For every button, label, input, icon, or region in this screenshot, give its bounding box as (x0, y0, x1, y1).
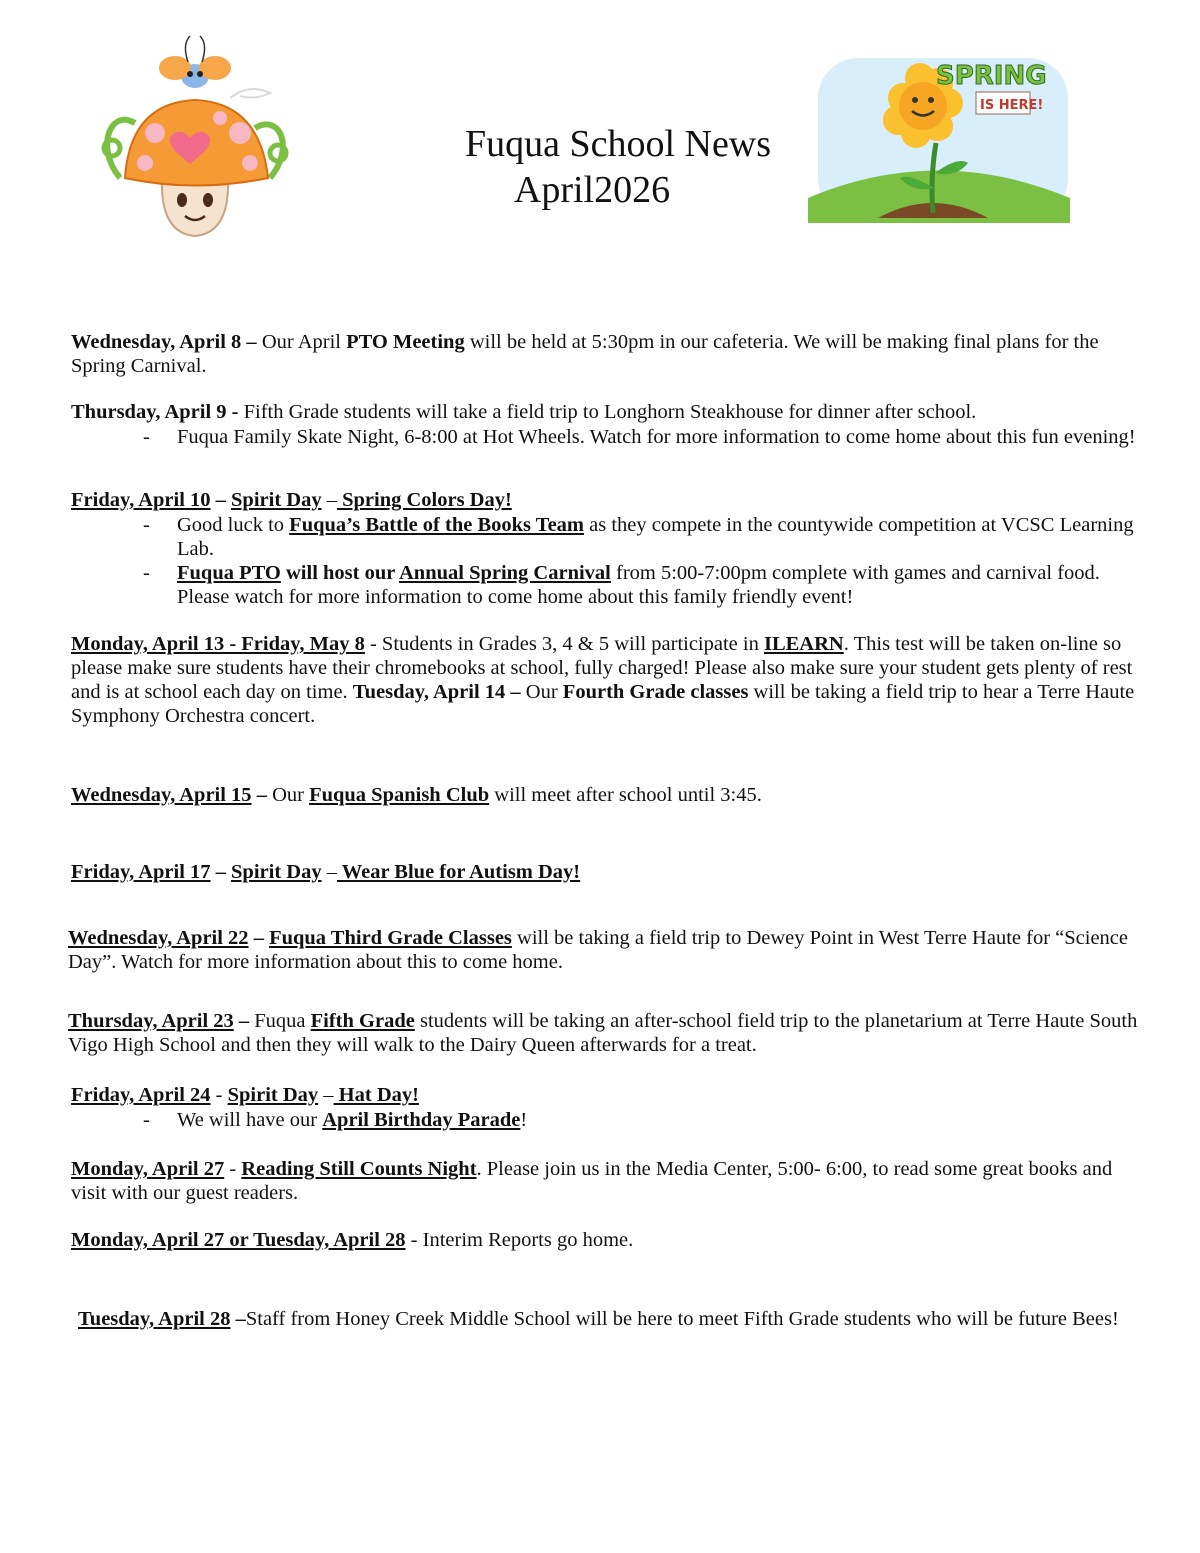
newsletter-title: Fuqua School News (464, 123, 772, 165)
entry-date: Monday, April 13 - Friday, May 8 (71, 633, 365, 655)
bullet-dash: - (143, 1109, 150, 1131)
entry-date: Wednesday, April 22 (68, 927, 249, 949)
bullet-dash: - (143, 514, 150, 536)
bullet-dash: - (143, 562, 150, 584)
bullet-battle-of-books: Good luck to Fuqua’s Battle of the Books Team as they compete in the countywide competition at VCSC Learning Lab. (177, 514, 1134, 560)
entry-april-27: Monday, April 27 - Reading Still Counts Night. Please join us in the Media Center, 5:00- 6:00, to read some great books and visit with our guest readers. (71, 1158, 1113, 1204)
spring-art-subtext: IS HERE! (980, 98, 1044, 113)
entry-ilearn: Monday, April 13 - Friday, May 8 - Students in Grades 3, 4 & 5 will participate in ILEARN. This test will be taken on-line so please make sure students have their chromebooks at school, fully charged! Please also make sure your student gets plenty of rest and is at school each day on time. Tuesday, April 14 – Our Fourth Grade classes will be taking a field trip to hear a Terre Haute Symphony Orchestra concert. (71, 633, 1135, 727)
entry-april-17: Friday, April 17 – Spirit Day – Wear Blue for Autism Day! (71, 861, 581, 883)
entry-april-8: Wednesday, April 8 – Our April PTO Meeting will be held at 5:30pm in our cafeteria. We will be making final plans for the Spring Carnival. (71, 331, 1099, 377)
bullet-birthday-parade: We will have our April Birthday Parade! (177, 1109, 528, 1131)
entry-april-9: Thursday, April 9 - Fifth Grade students will take a field trip to Longhorn Steakhouse for dinner after school. (71, 401, 977, 423)
entry-date: Wednesday, April 15 (71, 784, 252, 806)
entry-date: Thursday, April 23 (68, 1010, 234, 1032)
entry-date: Monday, April 27 or Tuesday, April 28 (71, 1229, 406, 1251)
entry-date: Friday, April 10 (71, 489, 211, 511)
newsletter-month: April2026 (513, 169, 671, 211)
entry-april-10: Friday, April 10 – Spirit Day – Spring Colors Day! (71, 489, 512, 511)
entry-date: Monday, April 27 (71, 1158, 225, 1180)
entry-april-23: Thursday, April 23 – Fuqua Fifth Grade students will be taking an after-school field trip to the planetarium at Terre Haute South Vigo High School and then they will walk to the Dairy Queen afterwards for a treat. (68, 1010, 1138, 1056)
bullet-skate-night: Fuqua Family Skate Night, 6-8:00 at Hot Wheels. Watch for more information to come home about this fun evening! (177, 426, 1136, 448)
bullet-spring-carnival: Fuqua PTO will host our Annual Spring Carnival from 5:00-7:00pm complete with games and carnival food. Please watch for more information to come home about this family friendly event! (177, 562, 1100, 608)
entry-date: Tuesday, April 28 (78, 1308, 231, 1330)
entry-interim-reports: Monday, April 27 or Tuesday, April 28 - Interim Reports go home. (71, 1229, 634, 1251)
entry-april-24: Friday, April 24 - Spirit Day – Hat Day! (71, 1084, 419, 1106)
entry-april-22: Wednesday, April 22 – Fuqua Third Grade Classes will be taking a field trip to Dewey Point in West Terre Haute for “Science Day”. Watch for more information about this to come home. (68, 927, 1128, 973)
entry-april-28: Tuesday, April 28 –Staff from Honey Creek Middle School will be here to meet Fifth Grade students who will be future Bees! (78, 1308, 1119, 1330)
entry-april-15: Wednesday, April 15 – Our Fuqua Spanish Club will meet after school until 3:45. (71, 784, 762, 806)
entry-date: Thursday, April 9 - (71, 401, 239, 423)
entry-date: Friday, April 17 (71, 861, 211, 883)
entry-date: Wednesday, April 8 – (71, 331, 257, 353)
spring-art-text: SPRING (936, 61, 1047, 91)
entry-date: Friday, April 24 (71, 1084, 211, 1106)
bullet-dash: - (143, 426, 150, 448)
